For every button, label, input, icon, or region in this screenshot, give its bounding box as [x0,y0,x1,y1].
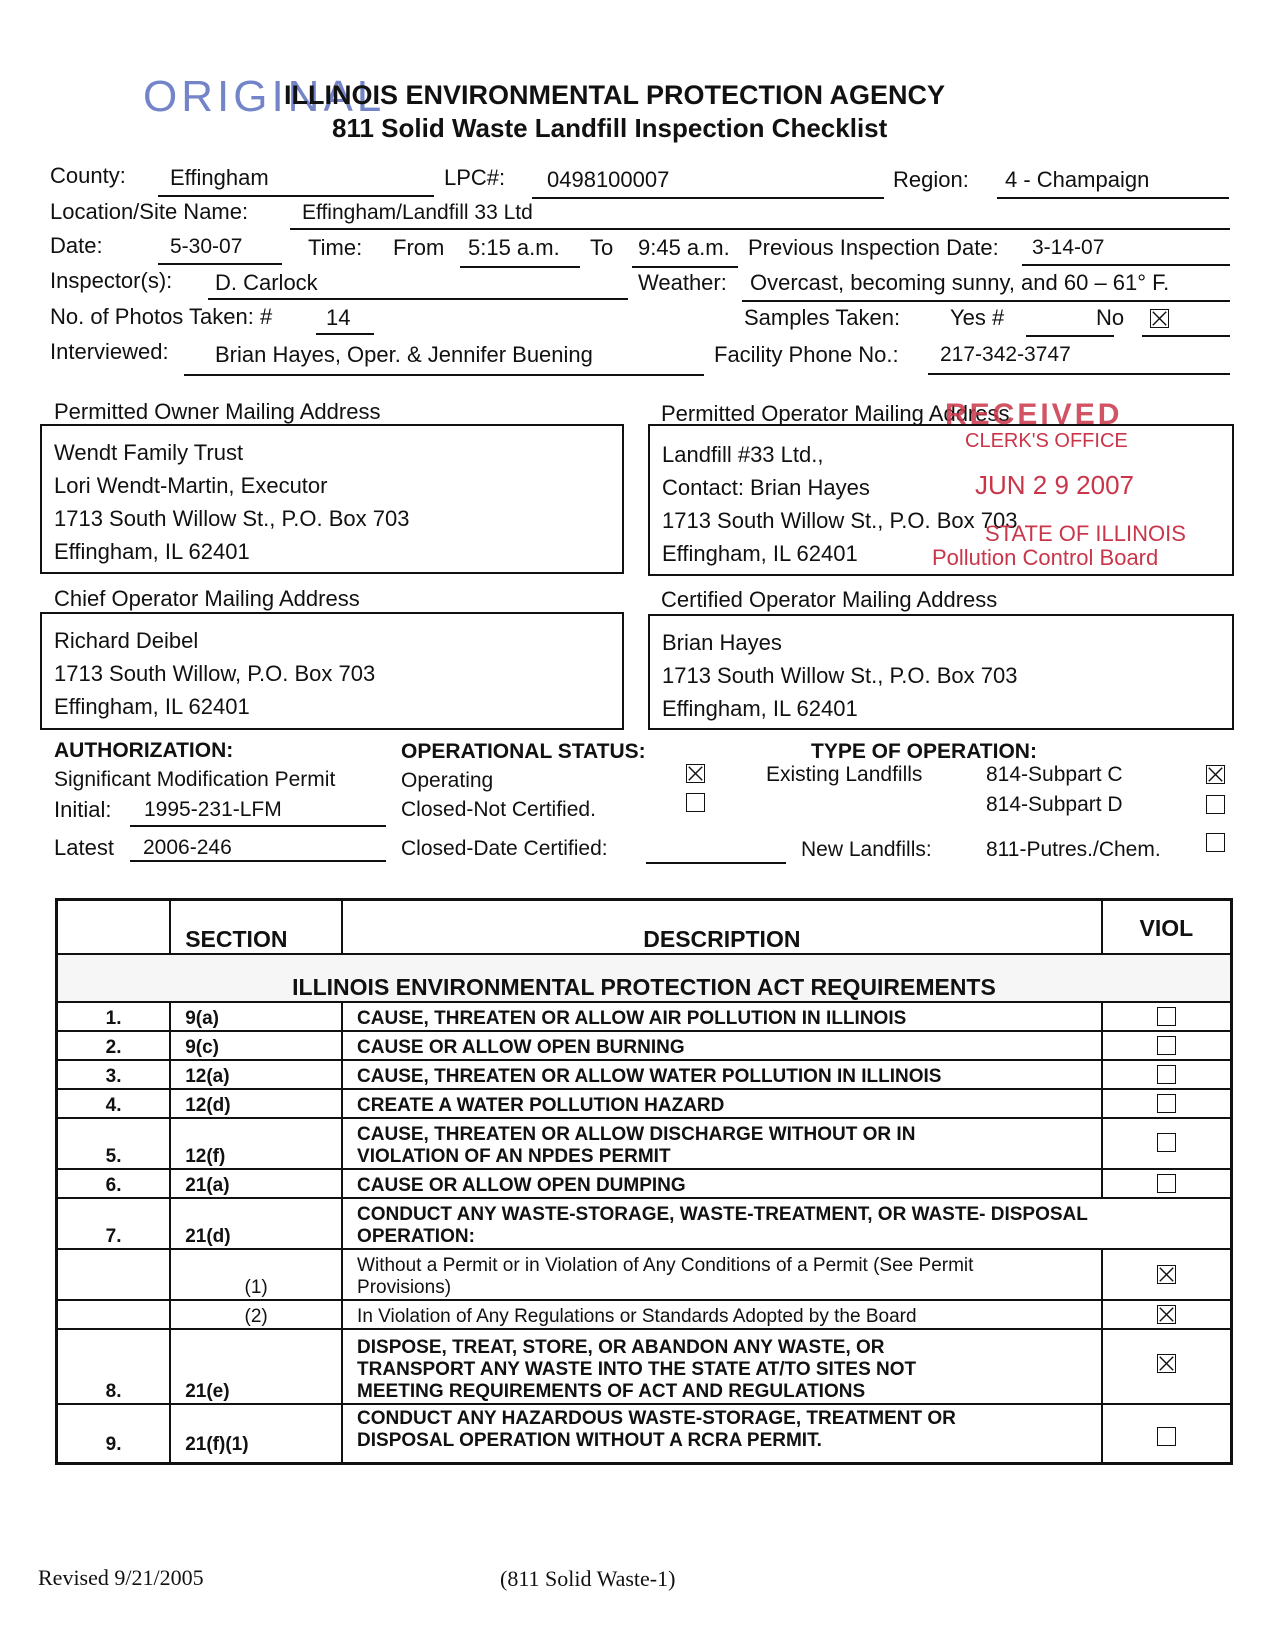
desc-line: CAUSE, THREATEN OR ALLOW DISCHARGE WITHOUT OR IN [357,1123,916,1145]
row-section: 9(a) [170,1002,342,1031]
owner-address-box [40,424,624,574]
group-heading: ILLINOIS ENVIRONMENTAL PROTECTION ACT REQUIREMENTS [57,954,1232,1002]
desc-line: CONDUCT ANY WASTE-STORAGE, WASTE-TREATMENT, OR WASTE- DISPOSAL [357,1203,1088,1225]
operator-line: Landfill #33 Ltd., [662,442,824,467]
operator-line: Effingham, IL 62401 [662,541,858,566]
viol-checkbox[interactable] [1157,1094,1176,1113]
lpc-label: LPC#: [444,165,506,190]
certified-address-box [648,614,1234,730]
table-row [57,1118,1232,1169]
from-underline [460,266,580,268]
row-viol-cell [1102,1002,1232,1031]
original-stamp: ORIGINAL [143,72,386,121]
row-description [342,1329,1102,1404]
table-row [57,1089,1232,1118]
row-viol-cell [1102,1118,1232,1169]
desc-line: DISPOSE, TREAT, STORE, OR ABANDON ANY WASTE, OR [357,1336,885,1358]
samples-no-checkbox[interactable] [1150,309,1169,328]
samples-no-underline [1142,335,1230,337]
certified-line: Brian Hayes [662,630,782,655]
row-description: CAUSE, THREATEN OR ALLOW WATER POLLUTION IN ILLINOIS [342,1060,1102,1089]
certified-line: Effingham, IL 62401 [662,696,858,721]
chief-line: 1713 South Willow, P.O. Box 703 [54,661,376,686]
initial-value: 1995-231-LFM [144,798,282,821]
row-description: In Violation of Any Regulations or Standards Adopted by the Board [342,1300,1102,1329]
time-label: Time: [308,235,363,260]
initial-label: Initial: [54,797,112,822]
viol-checkbox[interactable] [1157,1133,1176,1152]
table-row [57,1002,1232,1031]
owner-line: Wendt Family Trust [54,440,244,465]
viol-checkbox[interactable] [1157,1265,1176,1284]
to-value: 9:45 a.m. [638,235,730,260]
row-number: 7. [57,1198,171,1249]
viol-checkbox[interactable] [1157,1007,1176,1026]
viol-checkbox[interactable] [1157,1354,1176,1373]
checklist-table [55,898,1233,1465]
from-label: From [393,235,445,260]
row-viol-cell [1102,1169,1232,1198]
date-label: Date: [50,233,103,258]
row-description: CAUSE OR ALLOW OPEN BURNING [342,1031,1102,1060]
operator-line: Contact: Brian Hayes [662,475,870,500]
row-section: 21(e) [170,1329,342,1404]
prev-inspection-underline [1022,264,1230,266]
subpart-d-checkbox[interactable] [1206,795,1225,814]
lpc-underline [532,197,884,199]
desc-line: OPERATION: [357,1225,475,1247]
row-section: 21(d) [170,1198,342,1249]
owner-line: 1713 South Willow St., P.O. Box 703 [54,506,410,531]
desc-line: DISPOSAL OPERATION WITHOUT A RCRA PERMIT. [357,1430,822,1451]
date-value: 5-30-07 [170,235,243,258]
phone-label: Facility Phone No.: [714,342,899,367]
owner-line: Effingham, IL 62401 [54,539,250,564]
interviewed-underline [184,374,704,376]
phone-value: 217-342-3747 [940,343,1071,366]
new-landfills-label: New Landfills: [801,838,932,861]
row-viol-cell [1102,1060,1232,1089]
weather-underline [742,300,1230,302]
table-row [57,1169,1232,1198]
interviewed-label: Interviewed: [50,339,169,364]
site-underline [290,228,1230,230]
row-viol-cell [1102,1249,1232,1300]
authorization-heading: AUTHORIZATION: [54,739,234,762]
putres-label: 811-Putres./Chem. [986,838,1161,861]
region-label: Region: [893,167,969,192]
row-description [342,1118,1102,1169]
row-viol-cell [1102,1329,1232,1404]
page-footer: (811 Solid Waste-1) [500,1566,676,1591]
putres-checkbox[interactable] [1206,833,1225,852]
received-stamp-office: CLERK'S OFFICE [965,430,1128,452]
col-header-description: DESCRIPTION [342,900,1102,954]
received-stamp-state: STATE OF ILLINOIS [985,521,1186,546]
samples-no-label: No [1096,305,1125,330]
row-section: 21(f)(1) [170,1404,342,1464]
table-row [57,1329,1232,1404]
owner-line: Lori Wendt-Martin, Executor [54,473,328,498]
chief-address-heading: Chief Operator Mailing Address [54,586,360,611]
table-row [57,1198,1232,1249]
closed-not-certified-checkbox[interactable] [686,793,705,812]
weather-value: Overcast, becoming sunny, and 60 – 61° F. [750,270,1170,295]
desc-line: VIOLATION OF AN NPDES PERMIT [357,1145,671,1167]
latest-underline [130,860,386,862]
row-number: 3. [57,1060,171,1089]
desc-line: Without a Permit or in Violation of Any Conditions of a Permit (See Permit [357,1254,974,1276]
desc-line: TRANSPORT ANY WASTE INTO THE STATE AT/TO SITES NOT [357,1358,917,1380]
row-number: 1. [57,1002,171,1031]
agency-title: ILLINOIS ENVIRONMENTAL PROTECTION AGENCY [284,80,946,110]
initial-underline [130,825,386,827]
row-viol-cell [1102,1089,1232,1118]
desc-line: CONDUCT ANY HAZARDOUS WASTE-STORAGE, TREATMENT OR [357,1408,956,1429]
inspector-value: D. Carlock [215,270,318,295]
from-value: 5:15 a.m. [468,235,560,260]
chief-line: Effingham, IL 62401 [54,694,250,719]
photos-value: 14 [326,305,351,330]
row-section: (1) [170,1249,342,1300]
chief-line: Richard Deibel [54,628,199,653]
operational-status-heading: OPERATIONAL STATUS: [401,740,646,763]
inspector-label: Inspector(s): [50,268,173,293]
operating-checkbox[interactable] [686,764,705,783]
existing-landfills-label: Existing Landfills [766,763,923,786]
row-viol-cell [1102,1031,1232,1060]
latest-value: 2006-246 [143,836,232,859]
subpart-c-checkbox[interactable] [1206,765,1225,784]
permit-label: Significant Modification Permit [54,768,336,791]
subpart-d-label: 814-Subpart D [986,793,1123,816]
row-description [342,1404,1102,1464]
owner-address-heading: Permitted Owner Mailing Address [54,399,381,424]
phone-underline [928,373,1230,375]
table-row [57,1249,1232,1300]
table-row [57,1300,1232,1329]
table-row [57,1404,1232,1464]
row-number: 6. [57,1169,171,1198]
received-stamp-board: Pollution Control Board [932,545,1159,570]
lpc-value: 0498100007 [547,167,670,192]
operating-label: Operating [401,769,494,792]
site-label: Location/Site Name: [50,199,249,224]
row-viol-cell [1102,1404,1232,1464]
row-number: 4. [57,1089,171,1118]
row-description: CAUSE, THREATEN OR ALLOW AIR POLLUTION IN ILLINOIS [342,1002,1102,1031]
row-section: 21(a) [170,1169,342,1198]
revised-date: Revised 9/21/2005 [38,1565,204,1590]
certified-line: 1713 South Willow St., P.O. Box 703 [662,663,1018,688]
certified-address-heading: Certified Operator Mailing Address [661,587,998,612]
row-section: 9(c) [170,1031,342,1060]
row-section: (2) [170,1300,342,1329]
region-underline [997,197,1229,199]
row-number: 2. [57,1031,171,1060]
region-value: 4 - Champaign [1005,167,1150,192]
viol-checkbox[interactable] [1157,1065,1176,1084]
site-value: Effingham/Landfill 33 Ltd [302,201,533,224]
interviewed-value: Brian Hayes, Oper. & Jennifer Buening [215,342,593,367]
to-underline [632,266,738,268]
samples-yes-label: Yes # [950,305,1005,330]
row-description [342,1198,1231,1249]
weather-label: Weather: [638,270,727,295]
county-label: County: [50,163,126,188]
closed-date-certified-label: Closed-Date Certified: [401,837,608,860]
county-value: Effingham [170,165,269,190]
prev-inspection-value: 3-14-07 [1032,236,1105,259]
row-description: CREATE A WATER POLLUTION HAZARD [342,1089,1102,1118]
samples-yes-underline [1026,335,1114,337]
table-row [57,1031,1232,1060]
row-section: 12(a) [170,1060,342,1089]
to-label: To [590,235,614,260]
form-title: 811 Solid Waste Landfill Inspection Checklist [332,113,888,143]
county-underline [158,195,434,197]
viol-checkbox[interactable] [1157,1036,1176,1055]
table-corner [57,900,171,954]
table-row [57,1060,1232,1089]
row-number: 8. [57,1329,171,1404]
row-number [57,1249,171,1300]
closed-not-certified-label: Closed-Not Certified. [401,798,596,821]
row-section: 12(d) [170,1089,342,1118]
date-underline [158,263,282,265]
viol-checkbox[interactable] [1157,1305,1176,1324]
row-number [57,1300,171,1329]
row-number: 9. [57,1404,171,1464]
type-of-operation-heading: TYPE OF OPERATION: [811,740,1037,763]
closed-date-underline [646,862,786,864]
operator-address-heading: Permitted Operator Mailing Address [661,401,1010,426]
desc-line: Provisions) [357,1276,452,1298]
col-header-section: SECTION [170,900,342,954]
chief-address-box [40,612,624,730]
row-description [342,1249,1102,1300]
subpart-c-label: 814-Subpart C [986,763,1123,786]
photos-label: No. of Photos Taken: # [50,304,273,329]
samples-label: Samples Taken: [744,305,901,330]
desc-line: MEETING REQUIREMENTS OF ACT AND REGULATIONS [357,1380,866,1402]
received-stamp-date: JUN 2 9 2007 [975,470,1134,500]
operator-line: 1713 South Willow St., P.O. Box 703 [662,508,1018,533]
row-description: CAUSE OR ALLOW OPEN DUMPING [342,1169,1102,1198]
inspector-underline [208,298,628,300]
prev-inspection-label: Previous Inspection Date: [748,235,999,260]
row-number: 5. [57,1118,171,1169]
received-stamp-title: RECEIVED [945,398,1123,431]
latest-label: Latest [54,835,114,860]
viol-checkbox[interactable] [1157,1174,1176,1193]
row-viol-cell [1102,1300,1232,1329]
col-header-viol: VIOL [1102,900,1232,954]
photos-underline [316,333,374,335]
viol-checkbox[interactable] [1157,1427,1176,1446]
row-section: 12(f) [170,1118,342,1169]
